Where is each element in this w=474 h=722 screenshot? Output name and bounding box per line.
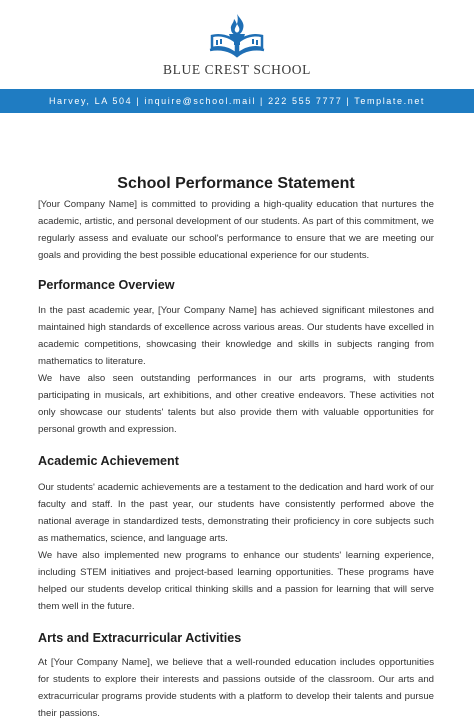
crest-book-flame-icon [208, 12, 266, 58]
document-title: School Performance Statement [117, 175, 355, 192]
document-body [38, 172, 434, 722]
school-name: BLUE CREST SCHOOL [163, 62, 311, 77]
contact-info: Harvey, LA 504 | inquire@school.mail | 222 555 7777 | Template.net [48, 96, 426, 106]
contact-bar [0, 89, 474, 113]
section-paragraph: We have also seen outstanding performances in our arts programs, with students participating in musicals, art exhibitions, and other creative endeavors. These activities not only showcase our students' talents but also provide them with valuable opportunities for personal growth and expression. [38, 373, 434, 435]
section-paragraph: In the past academic year, [Your Company Name] has achieved significant milestones and maintained high standards of excellence across various areas. Our students have excelled in academic competitions, showcasing their knowledge and skills in subjects ranging from mathematics to literature. [38, 305, 434, 367]
school-logo [0, 12, 474, 78]
section-paragraph: Our students' academic achievements are a testament to the dedication and hard work of our faculty and staff. In the past year, our students have consistently performed above the national average in standardized tests, demonstrating their proficiency in core subjects such as mathematics, science, and language arts. [38, 482, 434, 544]
section-heading-performance-overview: Performance Overview [38, 278, 175, 292]
section-heading-arts-extracurricular: Arts and Extracurricular Activities [38, 631, 242, 645]
section-paragraph: At [Your Company Name], we believe that a well-rounded education includes opportunities for students to explore their interests and passions outside of the classroom. Our arts and extracurricular programs provide students with a platform to develop their talents and pursue their passions. [38, 657, 434, 719]
intro-paragraph: [Your Company Name] is committed to providing a high-quality education that nurtures the academic, artistic, and personal development of our students. As part of this commitment, we regularly assess and evaluate our school's performance to ensure that we are meeting our goals and providing the best possible educational experience for our students. [38, 199, 434, 261]
section-paragraph: We have also implemented new programs to enhance our students' learning experience, including STEM initiatives and project-based learning opportunities. These programs have helped our students develop critical thinking skills and a passion for learning that will serve them well in the future. [38, 550, 434, 612]
section-heading-academic-achievement: Academic Achievement [38, 454, 179, 468]
